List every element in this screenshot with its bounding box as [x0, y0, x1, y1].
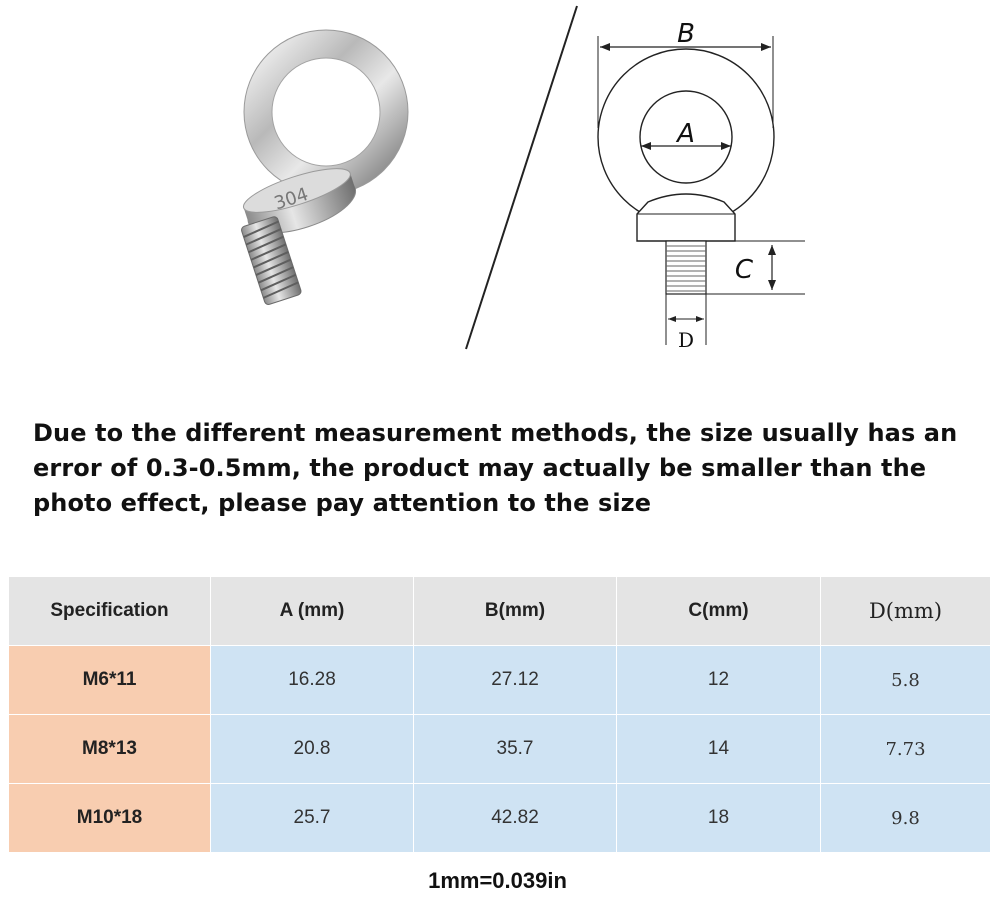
cell-spec: M6*11: [9, 646, 211, 715]
cell-spec: M8*13: [9, 715, 211, 784]
cell-spec: M10*18: [9, 784, 211, 853]
table-row: [9, 784, 991, 853]
cell-d: 7.73: [821, 715, 991, 784]
cell-c: 18: [617, 784, 821, 853]
cell-a: 16.28: [211, 646, 414, 715]
cell-c: 12: [617, 646, 821, 715]
header-specification: Specification: [9, 577, 211, 646]
label-c: C: [734, 255, 754, 285]
header-c: C(mm): [617, 577, 821, 646]
cell-d: 9.8: [821, 784, 991, 853]
spec-table: [8, 577, 991, 853]
unit-conversion: 1mm=0.039in: [428, 868, 567, 893]
table-row: [9, 646, 991, 715]
header-d: D(mm): [821, 577, 991, 646]
cell-b: 42.82: [414, 784, 617, 853]
table-row: [9, 715, 991, 784]
cell-b: 27.12: [414, 646, 617, 715]
dimension-diagram: [580, 5, 810, 350]
cell-a: 25.7: [211, 784, 414, 853]
divider-line: [0, 0, 995, 360]
table-header-row: [9, 577, 991, 646]
cell-d: 5.8: [821, 646, 991, 715]
header-a: A (mm): [211, 577, 414, 646]
cell-c: 14: [617, 715, 821, 784]
cell-b: 35.7: [414, 715, 617, 784]
label-b: B: [677, 19, 695, 49]
measurement-note: Due to the different measurement methods, the size usually has an error of 0.3-0.5mm, the product may actually be smaller than the photo effect, please pay attention to the size: [33, 419, 958, 517]
cell-a: 20.8: [211, 715, 414, 784]
photo-stamp: 304: [271, 183, 311, 215]
label-a: A: [677, 119, 695, 149]
label-d: D: [677, 328, 695, 350]
header-b: B(mm): [414, 577, 617, 646]
